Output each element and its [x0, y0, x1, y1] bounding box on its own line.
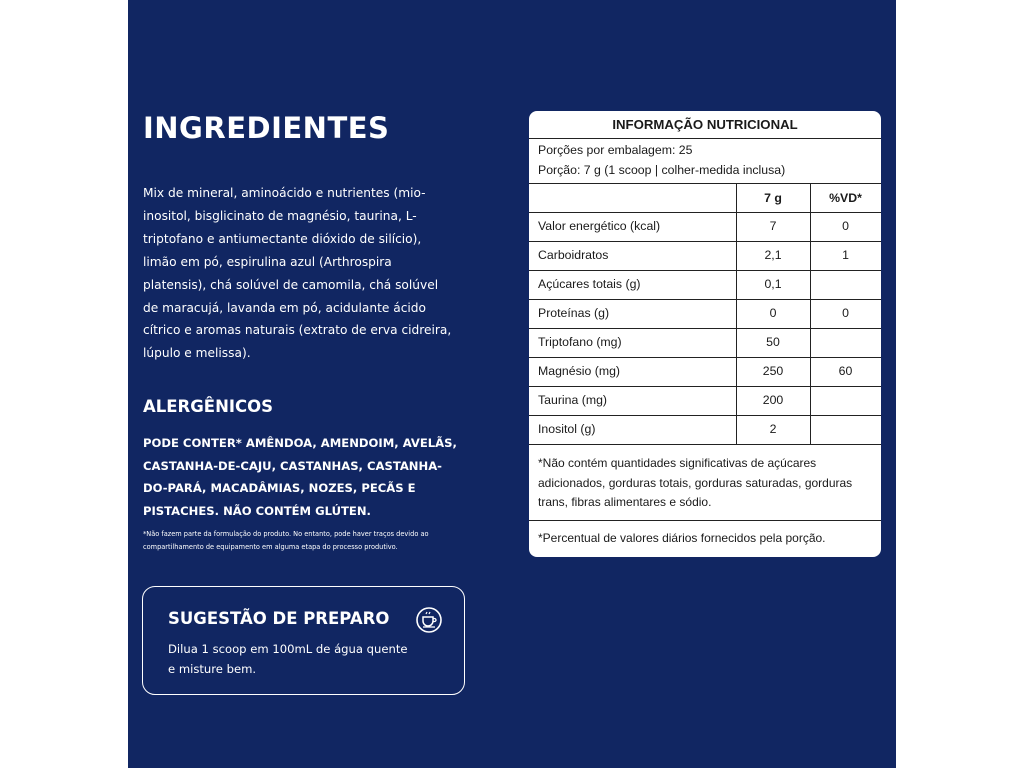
table-row	[529, 241, 881, 270]
row-vd: 0	[842, 219, 849, 233]
row-label: Valor energético (kcal)	[538, 219, 661, 233]
row-amount: 2	[769, 422, 777, 436]
column-header-amount: 7 g	[764, 191, 782, 205]
allergens-title: ALERGÊNICOS	[143, 397, 274, 416]
table-row	[529, 212, 881, 241]
row-label: Inositol (g)	[538, 422, 596, 436]
ingredients-title: INGREDIENTES	[143, 111, 390, 145]
row-amount: 0	[769, 306, 777, 320]
row-amount: 7	[769, 219, 777, 233]
row-label: Açúcares totais (g)	[538, 277, 641, 291]
portion-size: Porção: 7 g (1 scoop | colher-medida inclusa)	[538, 163, 786, 177]
table-divider	[529, 444, 881, 445]
preparation-box	[142, 586, 465, 695]
row-amount: 200	[762, 393, 784, 407]
row-amount: 2,1	[764, 248, 782, 262]
nutrition-note-insignificant: *Não contém quantidades significativas de açúcares adicionados, gorduras totais, gorduras saturadas, gorduras trans, fibras alimentares e sódio.	[538, 456, 853, 509]
table-row	[529, 357, 881, 386]
ingredients-text: Mix de mineral, aminoácido e nutrientes (mio-inositol, bisglicinato de magnésio, taurina, L-triptofano e antiumectante dióxido de silício), limão em pó, espirulina azul (Arthrospira platensis), chá solúvel de camomila, chá solúvel de maracujá, lavanda em pó, acidulante ácido cítrico e aromas naturais (extrato de erva cidreira, lúpulo e melissa).	[143, 186, 452, 361]
row-vd: 60	[838, 364, 853, 378]
table-row	[529, 270, 881, 299]
table-row	[529, 415, 881, 444]
column-header-vd: %VD*	[829, 191, 862, 205]
preparation-title: SUGESTÃO DE PREPARO	[168, 609, 390, 628]
row-label: Magnésio (mg)	[538, 364, 621, 378]
row-vd: 0	[842, 306, 849, 320]
row-label: Triptofano (mg)	[538, 335, 622, 349]
allergens-text: PODE CONTER* AMÊNDOA, AMENDOIM, AVELÃS, CASTANHA-DE-CAJU, CASTANHAS, CASTANHA-DO-PARÁ, MACADÂMIAS, NOZES, PECÃS E PISTACHES. NÃO CONTÉM GLÚTEN.	[143, 436, 457, 518]
row-amount: 50	[766, 335, 780, 349]
table-row	[529, 299, 881, 328]
table-divider	[529, 520, 881, 521]
allergens-footnote: *Não fazem parte da formulação do produto. No entanto, pode haver traços devido ao compartilhamento de equipamento em alguma etapa do processo produtivo.	[143, 530, 429, 551]
row-label: Taurina (mg)	[538, 393, 608, 407]
table-divider	[529, 183, 881, 184]
preparation-text: Dilua 1 scoop em 100mL de água quente e misture bem.	[168, 642, 408, 676]
table-row	[529, 386, 881, 415]
tea-cup-icon	[415, 606, 443, 634]
nutrition-note-daily-values: *Percentual de valores diários fornecidos pela porção.	[538, 531, 826, 545]
nutrition-title: INFORMAÇÃO NUTRICIONAL	[529, 111, 881, 139]
row-label: Carboidratos	[538, 248, 609, 262]
servings-per-package: Porções por embalagem: 25	[538, 143, 693, 157]
nutrition-table	[529, 111, 881, 557]
row-label: Proteínas (g)	[538, 306, 610, 320]
table-row	[529, 328, 881, 357]
row-vd: 1	[842, 248, 849, 262]
row-amount: 250	[762, 364, 784, 378]
row-amount: 0,1	[764, 277, 782, 291]
